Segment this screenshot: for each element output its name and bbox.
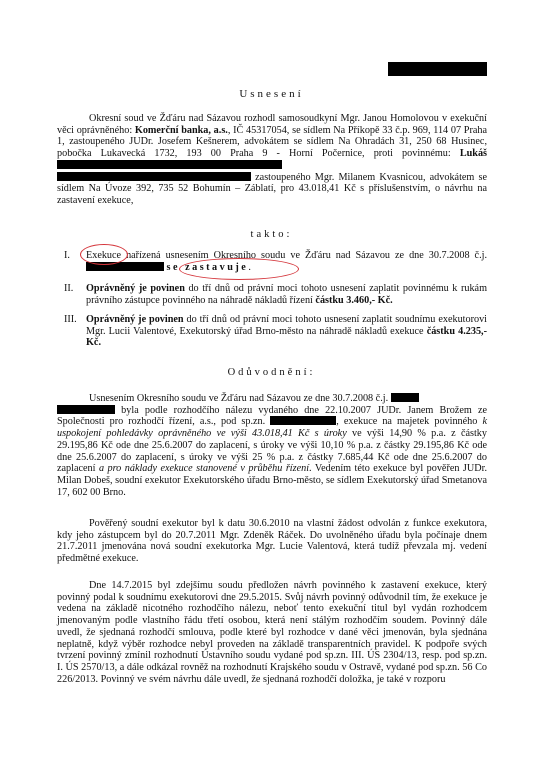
item-number-2: II. [64, 283, 74, 294]
item-3-text-a: do tří dnů od právní moci tohoto usnesení zaplatit soudnímu exekutorovi Mgr. Lucii Valentové, Exekutorský úřad Brno-město na náhradě nákladů exekuce [86, 314, 487, 337]
reasons-1-italic-1: k uspokojení pohledávky oprávněného ve výši 43.018,41 Kč s úroky [57, 416, 487, 440]
reasons-1-c: , exekuce na majetek povinného [336, 416, 483, 428]
item-2-text-a: do tří dnů od právní moci tohoto usnesení zaplatit povinnému k rukám právního zástupce povinného na náhradě nákladů řízení [86, 283, 487, 306]
item-1-text-a: Exekuce nařízená usnesením Okresního soudu ve Žďáru nad Sázavou ze dne 30.7.2008 č.j. [86, 250, 487, 261]
creditor-name: Komerční banka, a.s. [134, 124, 228, 136]
redacted-case-ref-3 [57, 405, 115, 414]
reasons-1-b: byla podle rozhodčího nálezu vydaného dne 22.10.2007 JUDr. Janem Brožem ze Společnosti pro rozhodčí řízení, a.s., pod sp.zn. [57, 404, 487, 428]
reasons-paragraph-3: Dne 14.7.2015 byl zdejšímu soudu předložen návrh povinného k zastavení exekuce, který povinný podal k soudnímu exekutorovi dne 29.5.2015. Svůj návrh povinný odůvodnil tím, že exekuce je vedena na základě nicotného rozhodčího nálezu, neboť tento exekuční titul byl vydán rozhodcem jmenovaným podle vlastního řádu třetí osobou, která není stálým rozhodčím soudem. Povinný dále uvedl, že sjednaná rozhodčí smlouva, podle které byl rozhodce v dané věci jmenován, byla sjednána neplatně, když výběr rozhodce nebyl proveden na základě transparentních pravidel. K podpoře svých tvrzení povinný zmínil rozhodnutí Ústavního soudu vydané pod sp.zn. III. ÚS 2304/13, resp. pod sp.zn. I. ÚS 2570/13, a dále odkázal rovněž na rozhodnutí Krajského soudu v Ostravě, vydané pod sp.zn. 56 Co 226/2013. Povinný ve svém návrhu dále uvedl, že sjednaná rozhodčí doložka, je také v rozporu [57, 580, 487, 685]
intro-paragraph [57, 113, 487, 207]
item-3-text [86, 314, 487, 349]
document-heading: Usnesení [239, 88, 304, 100]
annotation-circle-zastavuje [179, 258, 299, 280]
item-2-amount: částku 3.460,- Kč. [315, 294, 393, 306]
item-number-1: I. [64, 250, 70, 261]
item-number-3: III. [64, 314, 77, 325]
oduvodneni-heading: Odůvodnění: [227, 367, 316, 378]
reasons-paragraph-2: Pověřený soudní exekutor byl k datu 30.6.2010 na vlastní žádost odvolán z funkce exekutora, kdy jeho zástupcem byl do 20.7.2011 Mgr. Zdeněk Ráček. Do uvolněného úřadu byla počínaje dnem 21.7.2011 jmenována nová soudní exekutorka Mgr. Lucie Valentová, která tudíž převzala mj. vedení předmětné exekuce. [57, 518, 487, 565]
reasons-paragraph-1 [57, 393, 487, 498]
item-3-bold-1: Oprávněný je povinen [86, 314, 184, 325]
reasons-1-d: ve výši 14,90 % p.a. z částky 29.195,86 Kč ode dne 25.6.2007 do zaplacení, s úroky ve výši 10,10 % p.a. z částky 29.195,86 Kč ode dne 25.6.2007 do zaplacení, s úroky ve výši 25 % p.a. z částky 7.685,44 Kč ode dne 25.6.2007 do zaplacení [57, 428, 487, 475]
redacted-debtor-address [57, 172, 251, 181]
item-1-verdict: se zastavuje [166, 261, 249, 273]
intro-text-3: zastoupeného Mgr. Milanem Kvasnicou, advokátem se sídlem Na Úvoze 392, 735 52 Bohumín – Záblatí, pro 43.018,41 Kč s příslušenstvím, o návrhu na zastavení exekuce, [57, 171, 487, 206]
reasons-1-a: Usnesením Okresního soudu ve Žďáru nad Sázavou ze dne 30.7.2008 č.j. [89, 393, 391, 404]
item-1-period: . [248, 261, 251, 273]
reasons-1-italic-2: a pro náklady exekuce stanovené v průběhu řízení [98, 463, 310, 475]
redacted-debtor-details [57, 160, 282, 169]
debtor-name: Lukáš [459, 148, 487, 160]
redacted-case-ref-2 [391, 393, 419, 402]
item-3-amount: částku 4.235,- Kč. [86, 325, 487, 349]
takto-heading: takto: [250, 229, 293, 240]
reasons-1-e: . Vedením této exekuce byl pověřen JUDr. Milan Dobeš, soudní exekutor Exekutorského úřadu Brno-město, se sídlem Exekutorský úřad Smetanova 17, 602 00 Brno. [57, 463, 487, 498]
redacted-case-number [388, 62, 487, 76]
redacted-arbitration-ref [270, 416, 336, 425]
intro-text-1: Okresní soud ve Žďáru nad Sázavou rozhodl samosoudkyní Mgr. Janou Homolovou v exekuční věci oprávněného: [57, 113, 487, 136]
annotation-circle-exekuce [80, 244, 128, 265]
item-2-text [86, 283, 487, 306]
intro-text-2: , IČ 45317054, se sídlem Na Příkopě 33 č.p. 969, 114 07 Praha 1, zastoupeného JUDr. Josefem Kešnerem, advokátem se sídlem Na Ohradách 31, 250 68 Husinec, pobočka Lukavecká 1732, 193 00 Praha 9 - Horní Počernice, proti povinnému: [57, 124, 488, 160]
item-2-bold-1: Oprávněný je povinen [86, 283, 185, 294]
